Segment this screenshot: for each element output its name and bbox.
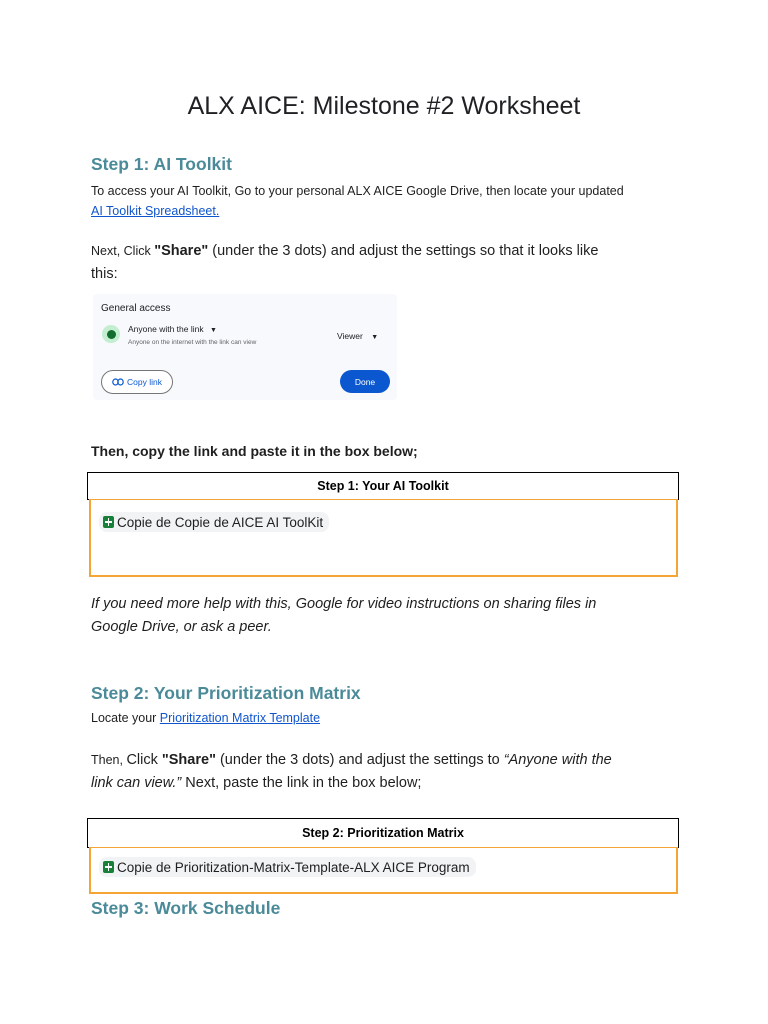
- copy-link-label: Copy link: [127, 377, 162, 387]
- link-icon: [112, 378, 124, 386]
- step2-locate-prefix: Locate your: [91, 711, 160, 725]
- step1-share-bold: "Share": [154, 243, 209, 259]
- step1-help-line-1: If you need more help with this, Google for video instructions on sharing files in: [91, 596, 597, 612]
- google-sheets-icon: [103, 516, 114, 528]
- ai-toolkit-file-name: Copie de Copie de AICE AI ToolKit: [117, 514, 324, 530]
- step1-share-instruction: [91, 240, 691, 286]
- step2-share-prefix: Then,: [91, 753, 127, 767]
- step2-share-click: Click: [126, 752, 162, 768]
- step1-link-box[interactable]: [89, 499, 678, 577]
- step2-share-next: Next, paste the link in the box below;: [181, 775, 422, 791]
- access-option: [128, 324, 217, 334]
- share-settings-screenshot: [93, 294, 397, 400]
- step1-heading: Step 1: AI Toolkit: [91, 154, 232, 174]
- step2-share-quote-2: link can view.”: [91, 775, 182, 791]
- ai-toolkit-spreadsheet-link[interactable]: AI Toolkit Spreadsheet.: [91, 204, 220, 218]
- step1-share-rest-1: (under the 3 dots) and adjust the settings so that it looks like: [208, 243, 599, 259]
- step2-share-bold: "Share": [161, 752, 216, 768]
- caret-down-icon: ▼: [209, 327, 217, 334]
- step2-link-box[interactable]: [89, 847, 678, 894]
- step2-share-quote-1: “Anyone with the: [503, 752, 612, 768]
- general-access-header: General access: [101, 303, 171, 314]
- done-button: Done: [340, 370, 390, 393]
- step1-paste-instruction: Then, copy the link and paste it in the box below;: [91, 443, 418, 459]
- access-description: Anyone on the internet with the link can view: [128, 339, 257, 346]
- prioritization-matrix-file-chip[interactable]: [99, 857, 476, 877]
- step1-intro: [91, 181, 624, 221]
- globe-icon: [102, 325, 120, 343]
- ai-toolkit-file-chip[interactable]: [99, 512, 329, 532]
- step1-share-prefix: Next, Click: [91, 244, 155, 258]
- role-label: Viewer: [337, 331, 363, 341]
- step3-heading: Step 3: Work Schedule: [91, 898, 281, 918]
- step2-heading: Step 2: Your Prioritization Matrix: [91, 683, 361, 703]
- prioritization-matrix-file-name: Copie de Prioritization-Matrix-Template-ALX AICE Program: [117, 859, 470, 875]
- step1-box-label: Step 1: Your AI Toolkit: [87, 472, 679, 500]
- step2-share-rest: (under the 3 dots) and adjust the settings to: [215, 752, 504, 768]
- step1-share-rest-2: this:: [91, 266, 118, 282]
- prioritization-matrix-template-link[interactable]: Prioritization Matrix Template: [159, 711, 321, 725]
- google-sheets-icon: [103, 861, 114, 873]
- document-title: ALX AICE: Milestone #2 Worksheet: [187, 92, 581, 120]
- step2-locate: [91, 711, 320, 725]
- step2-share-instruction: [91, 749, 691, 795]
- step1-help-line-2: Google Drive, or ask a peer.: [91, 619, 272, 635]
- step1-help-text: [91, 593, 691, 639]
- caret-down-icon: ▼: [371, 334, 379, 341]
- role-select: [337, 331, 378, 341]
- access-option-label: Anyone with the link: [128, 324, 204, 334]
- copy-link-button: [101, 370, 173, 394]
- step1-intro-text: To access your AI Toolkit, Go to your personal ALX AICE Google Drive, then locate your updated: [91, 184, 624, 198]
- step2-box-label: Step 2: Prioritization Matrix: [87, 818, 679, 848]
